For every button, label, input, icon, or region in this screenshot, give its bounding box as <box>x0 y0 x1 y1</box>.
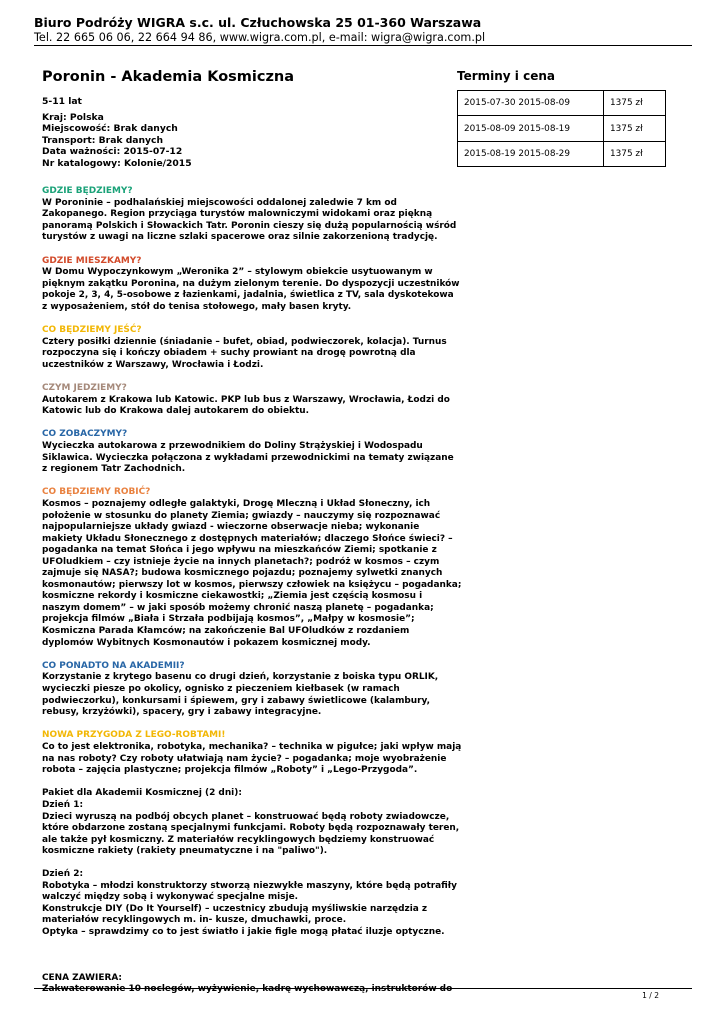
text-line: W Poroninie – podhalańskiej miejscowości oddalonej zaledwie 7 km od <box>42 197 397 208</box>
term-dates: 2015-08-09 2015-08-19 <box>458 116 604 141</box>
text-line: walczyć między sobą i wykonywać specjalne misje. <box>42 892 299 903</box>
text-line: Pakiet dla Akademii Kosmicznej (2 dni): <box>42 788 242 799</box>
text-line: pokoje 2, 3, 4, 5-osobowe z łazienkami, jadalnia, świetlica z TV, sala dyskotekowa <box>42 290 454 301</box>
detail-valid-date: Data ważności: 2015-07-12 <box>42 146 183 158</box>
age-range: 5-11 lat <box>42 96 82 107</box>
text-line: Co to jest elektronika, robotyka, mechanika? – technika w pigułce; jaki wpływ mają <box>42 742 462 752</box>
terms-title: Terminy i cena <box>457 69 555 83</box>
text-line: kosmiczne rekordy i kosmiczne ciekawostki; „Ziemia jest częścią kosmosu i <box>42 591 423 602</box>
section-title: CZYM JEDZIEMY? <box>42 383 127 394</box>
section-where <box>42 186 457 244</box>
text-line: Korzystanie z krytego basenu co drugi dzień, korzystanie z boiska typu ORLIK, <box>42 672 439 683</box>
text-line: zajmuje się NASA?; budowa kosmicznego pojazdu; poznajemy sylwetki znanych <box>42 568 443 579</box>
text-line: Autokarem z Krakowa lub Katowic. PKP lub bus z Warszawy, Wrocławia, Łodzi do <box>42 394 450 405</box>
section-stay <box>42 255 460 314</box>
text-line: materiałów recyklingowych m. in- kusze, dmuchawki, proce. <box>42 915 347 926</box>
text-line: naszym domem” – w jaki sposób możemy chronić naszą planetę – pogadanka; <box>42 602 434 613</box>
section-title: GDZIE MIESZKAMY? <box>42 255 142 266</box>
table-row <box>458 91 666 116</box>
text-line: Zakwaterowanie 10 noclegów, wyżywienie, kadrę wychowawczą, instruktorów do <box>42 984 453 995</box>
text-line: podwieczorku), konkursami i śpiewem, gry i zabawy świetlicowe (kalambury, <box>42 695 431 706</box>
text-line: Zakopanego. Region przyciąga turystów malowniczymi widokami oraz piękną <box>42 209 433 220</box>
company-line: Biuro Podróży WIGRA s.c. ul. Człuchowska 25 01-360 Warszawa <box>34 15 482 30</box>
text-line: Dzień 1: <box>42 799 84 810</box>
text-line: W Domu Wypoczynkowym „Weronika 2” – stylowym obiekcie usytuowanym w <box>42 267 433 278</box>
text-line: na nas roboty? Czy roboty ułatwiają nam życie? – pogadanka; moje wyobrażenie <box>42 753 447 764</box>
text-line: uczestników z Warszawy, Wrocławia i Łodzi. <box>42 359 264 370</box>
text-line: najpopularniejsze układy gwiazd - wieczorne obserwacje nieba; wykonanie <box>42 522 420 533</box>
section-price <box>42 972 453 996</box>
header-divider <box>34 45 692 46</box>
section-package <box>42 788 460 938</box>
document-header <box>34 15 692 45</box>
footer-divider <box>34 988 692 989</box>
page-number: 1 / 2 <box>642 991 659 1000</box>
text-line: Siklawica. Wycieczka połączona z wykładami przewodnickimi na tematy związane <box>42 452 454 463</box>
text-line: panoramą Polskich i Słowackich Tatr. Poronin cieszy się dużą popularnością wśród <box>42 220 457 231</box>
contact-line: Tel. 22 665 06 06, 22 664 94 86, www.wigra.com.pl, e-mail: wigra@wigra.com.pl <box>34 31 486 44</box>
term-price: 1375 zł <box>604 116 666 141</box>
detail-location: Miejscowość: Brak danych <box>42 123 178 135</box>
section-title: NOWA PRZYGODA Z LEGO-ROBTAMI! <box>42 730 226 741</box>
text-line: Dzień 2: <box>42 869 84 880</box>
offer-description <box>42 186 462 1007</box>
section-title: CO BĘDZIEMY ROBIĆ? <box>42 487 151 498</box>
text-line: pogadanka na temat Słońca i jego wpływu na mieszkańców Ziemi; spotkanie z <box>42 545 437 556</box>
text-line: Kosmiczna Parada Kłamców; na zakończenie Bal UFOludków z rozdaniem <box>42 626 410 637</box>
terms-table <box>457 90 666 167</box>
text-line: wycieczki piesze po okolicy, ognisko z pieczeniem kiełbasek (w ramach <box>42 684 400 695</box>
text-line: Cztery posiłki dziennie (śniadanie – bufet, obiad, podwieczorek, kolacja). Turnus <box>42 336 447 347</box>
offer-details <box>42 112 192 169</box>
text-line: Kosmos – poznajemy odległe galaktyki, Drogę Mleczną i Układ Słoneczny, ich <box>42 499 431 510</box>
text-line: Konstrukcje DIY (Do It Yourself) – uczestnicy zbudują myśliwskie narzędzia z <box>42 903 428 914</box>
text-line: pięknym zakątku Poronina, na dużym zielonym terenie. Do dyspozycji uczestników <box>42 278 460 289</box>
text-line: Katowic lub do Krakowa dalej autokarem do obiektu. <box>42 406 309 417</box>
section-title: CO BĘDZIEMY JEŚĆ? <box>42 325 142 336</box>
text-line: Dzieci wyruszą na podbój obcych planet – konstruować będą roboty zwiadowcze, <box>42 811 450 822</box>
term-price: 1375 zł <box>604 141 666 166</box>
text-line: z regionem Tatr Zachodnich. <box>42 464 186 475</box>
section-travel <box>42 383 450 418</box>
text-line: dyplomów Wybitnych Kosmonautów i pokazem kosmicznej mody. <box>42 637 371 648</box>
text-line: Robotyka – młodzi konstruktorzy stworzą niezwykłe maszyny, które będą potrafiły <box>42 880 457 891</box>
text-line: które obdarzone zostaną specjalnymi funkcjami. Roboty będą rozpoznawały teren, <box>42 823 460 834</box>
section-title: CO ZOBACZYMY? <box>42 429 128 440</box>
section-title: CO PONADTO NA AKADEMII? <box>42 660 185 671</box>
section-see <box>42 429 454 475</box>
table-row <box>458 116 666 141</box>
text-line: projekcja filmów „Biała i Strzała podbijają kosmos”, „Małpy w kosmosie”; <box>42 614 415 625</box>
text-line: z wyposażeniem, stół do tenisa stołowego, mały basen kryty. <box>42 301 352 312</box>
text-line: położenie w stosunku do planety Ziemia; gwiazdy – nauczymy się rozpoznawać <box>42 510 441 521</box>
text-line: kosmonautów; pierwszy lot w kosmos, pierwszy człowiek na księżycu – pogadanka; <box>42 579 462 590</box>
offer-title: Poronin - Akademia Kosmiczna <box>42 69 295 85</box>
text-line: rozpoczyna się i kończy obiadem + suchy prowiant na drogę powrotną dla <box>42 348 416 359</box>
text-line: Wycieczka autokarowa z przewodnikiem do Doliny Strążyskiej i Wodospadu <box>42 441 423 452</box>
term-price: 1375 zł <box>604 91 666 116</box>
text-line: ale także pył kosmiczny. Z materiałów recyklingowych będziemy konstruować <box>42 834 435 845</box>
detail-catalog-number: Nr katalogowy: Kolonie/2015 <box>42 157 192 169</box>
text-line: kosmiczne rakiety (rakiety pneumatyczne i na "paliwo"). <box>42 846 328 857</box>
section-title: GDZIE BĘDZIEMY? <box>42 186 133 196</box>
section-eat <box>42 325 447 371</box>
detail-transport: Transport: Brak danych <box>42 134 164 146</box>
text-line: makiety Układu Słonecznego z dostępnych materiałów; dlaczego Słońce świeci? – <box>42 533 453 544</box>
text-line <box>42 858 442 870</box>
text-line: UFOludkiem – czy istnieje życie na innych planetach?; podróż w kosmos – czym <box>42 556 440 567</box>
term-dates: 2015-08-19 2015-08-29 <box>458 141 604 166</box>
text-line: rebusy, krzyżówki), spacery, gry i zabawy integracyjne. <box>42 707 322 718</box>
text-line: Optyka – sprawdzimy co to jest światło i jakie figle mogą płatać iluzje optyczne. <box>42 927 445 937</box>
term-dates: 2015-07-30 2015-08-09 <box>458 91 604 116</box>
text-line: turystów z uwagi na liczne szlaki spacerowe oraz silnie zakorzenioną tradycję. <box>42 232 438 243</box>
detail-country: Kraj: Polska <box>42 112 104 123</box>
section-extra <box>42 661 442 719</box>
section-title: CENA ZAWIERA: <box>42 972 122 983</box>
table-row <box>458 141 666 166</box>
section-do <box>42 487 462 649</box>
text-line: robota – zajęcia plastyczne; projekcja filmów „Roboty” i „Lego-Przygoda”. <box>42 765 418 776</box>
section-lego <box>42 730 462 776</box>
